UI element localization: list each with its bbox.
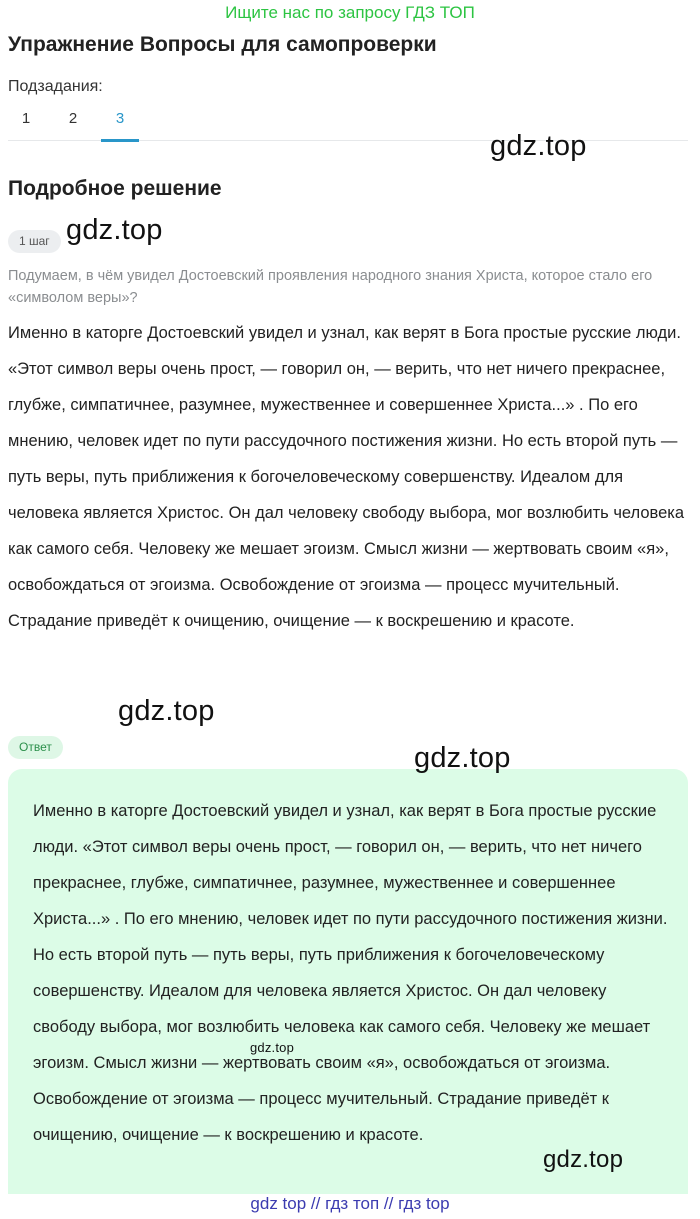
tab-subtask-3[interactable]: 3	[102, 110, 138, 141]
watermark: gdz.top	[490, 130, 587, 162]
search-banner[interactable]: Ищите нас по запросу ГДЗ ТОП	[225, 3, 475, 22]
answer-text: Именно в каторге Достоевский увидел и узнал, как верят в Бога простые русские люди. «Этот символ веры очень прост, — говорил он, — верить, что нет ничего прекраснее, глубже, симпатичнее, разумнее, мужественнее и совершеннее Христа...» . По его мнению, человек идет по пути рассудочного постижения жизни. Но есть второй путь — путь веры, путь приближения к богочеловеческому совершенству. Идеалом для человека является Христос. Он дал человеку свободу выбора, мог возлюбить человека как самого себя. Человеку же мешает эгоизм. Смысл жизни — жертвовать своим «я», освобождаться от эгоизма. Освобождение от эгоизма — процесс мучительный. Страдание приведёт к очищению, очищение — к воскрешению и красоте.	[33, 802, 668, 1144]
footer-links[interactable]: gdz top // гдз топ // гдз top	[250, 1194, 450, 1213]
solution-question: Подумаем, в чём увидел Достоевский проявления народного знания Христа, которое стало его «символом веры»?	[8, 268, 653, 306]
solution-title: Подробное решение	[8, 177, 222, 200]
tab-subtask-1[interactable]: 1	[21, 110, 31, 127]
watermark: gdz.top	[66, 214, 163, 246]
watermark: gdz.top	[250, 1040, 295, 1055]
solution-text: Именно в каторге Достоевский увидел и узнал, как верят в Бога простые русские люди. «Этот символ веры очень прост, — говорил он, — верить, что нет ничего прекраснее, глубже, симпатичнее, разумнее, мужественнее и совершеннее Христа...» . По его мнению, человек идет по пути рассудочного постижения жизни. Но есть второй путь — путь веры, путь приближения к богочеловеческому совершенству. Идеалом для человека является Христос. Он дал человеку свободу выбора, мог возлюбить человека как самого себя. Человеку же мешает эгоизм. Смысл жизни — жертвовать своим «я», освобождаться от эгоизма. Освобождение от эгоизма — процесс мучительный. Страдание приведёт к очищению, очищение — к воскрешению и красоте.	[8, 324, 685, 630]
watermark: gdz.top	[414, 742, 511, 774]
tab-subtask-2[interactable]: 2	[68, 110, 78, 127]
step-badge: 1 шаг	[8, 230, 61, 253]
watermark: gdz.top	[118, 695, 215, 727]
page-title: Упражнение Вопросы для самопроверки	[8, 33, 437, 56]
watermark: gdz.top	[543, 1146, 624, 1173]
subtasks-label: Подзадания:	[8, 78, 103, 95]
answer-badge: Ответ	[8, 736, 63, 759]
